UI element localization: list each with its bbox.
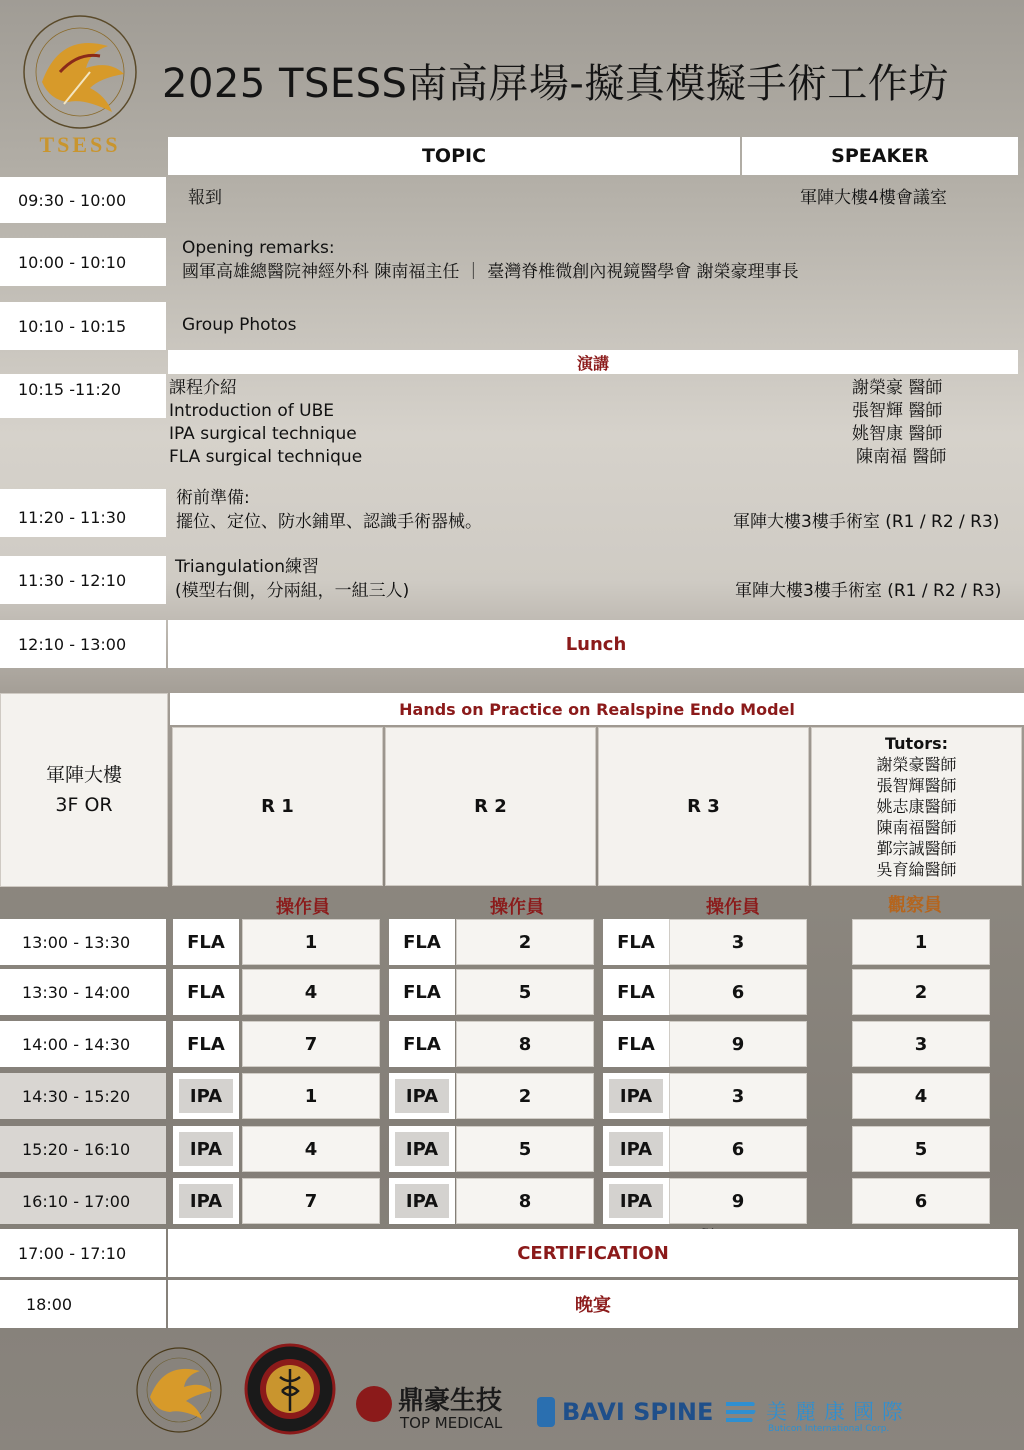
technique-tag: IPA: [389, 1178, 455, 1224]
lecture-topic: 課程介紹: [169, 378, 237, 398]
agenda-topic: Group Photos: [182, 315, 297, 335]
lunch-banner: Lunch: [168, 620, 1024, 668]
agenda-location: 軍陣大樓3樓手術室 (R1 / R2 / R3): [733, 512, 1000, 532]
technique-tag: FLA: [603, 1021, 669, 1067]
tutors-cell: [811, 727, 1022, 886]
lecture-topic: IPA surgical technique: [169, 424, 357, 444]
tutor-name: 姚志康醫師: [876, 797, 957, 816]
sponsor-top-medical-cn: 鼎豪生技: [398, 1386, 503, 1416]
technique-tag: IPA: [389, 1073, 455, 1119]
speaker-header: SPEAKER: [742, 137, 1018, 175]
agenda-topic-detail: 擺位、定位、防水鋪單、認識手術器械。: [176, 512, 482, 532]
operator-label: 操作員: [490, 897, 544, 918]
hospital-seal: [244, 1343, 336, 1435]
operator-number: 1: [242, 919, 380, 965]
observer-number: 5: [852, 1126, 990, 1172]
lecture-topic: Introduction of UBE: [169, 401, 334, 421]
buticon-mark-icon: [724, 1396, 758, 1426]
sponsor-top-medical-en: TOP MEDICAL: [400, 1414, 503, 1432]
operator-number: 6: [669, 969, 807, 1015]
tutor-name: 吳育綸醫師: [876, 860, 957, 879]
agenda-topic: Triangulation練習: [175, 557, 320, 577]
section-lectures-banner: 演講: [168, 350, 1018, 374]
bavi-spine-mark-icon: [537, 1397, 555, 1427]
location-building: 軍陣大樓: [45, 764, 122, 786]
observer-number: 4: [852, 1073, 990, 1119]
location-cell: [0, 693, 168, 887]
tutor-name: 謝榮豪醫師: [876, 755, 957, 774]
operator-number: 1: [242, 1073, 380, 1119]
tutor-name: 陳南福醫師: [876, 818, 957, 837]
operator-number: 3: [669, 1073, 807, 1119]
lecture-speaker: 謝榮豪 醫師: [852, 378, 943, 398]
operator-number: 5: [456, 969, 594, 1015]
room-r1-header: R 1: [172, 727, 383, 886]
location-floor: 3F OR: [55, 794, 113, 816]
tsess-emblem-icon: [134, 1345, 224, 1435]
technique-tag: FLA: [389, 919, 455, 965]
operator-label: 操作員: [276, 897, 330, 918]
session-time: 16:10 - 17:00: [0, 1178, 166, 1224]
technique-tag: IPA: [603, 1126, 669, 1172]
operator-number: 6: [669, 1126, 807, 1172]
agenda-topic: 報到: [188, 188, 222, 208]
lecture-speaker: 姚智康 醫師: [852, 424, 943, 444]
agenda-location: 軍陣大樓4樓會議室: [800, 188, 947, 208]
operator-number: 9: [669, 1021, 807, 1067]
svg-text:TSESS: TSESS: [39, 132, 121, 157]
operator-number: 4: [242, 969, 380, 1015]
technique-tag: FLA: [389, 969, 455, 1015]
technique-tag: IPA: [173, 1178, 239, 1224]
observer-number: 3: [852, 1021, 990, 1067]
banquet-banner: 晚宴: [168, 1280, 1018, 1328]
operator-number: 4: [242, 1126, 380, 1172]
technique-tag: FLA: [173, 919, 239, 965]
tutor-name: 鄞宗誠醫師: [876, 839, 957, 858]
agenda-location: 軍陣大樓3樓手術室 (R1 / R2 / R3): [735, 581, 1002, 601]
observer-number: 6: [852, 1178, 990, 1224]
technique-tag: FLA: [603, 969, 669, 1015]
technique-tag: IPA: [603, 1073, 669, 1119]
agenda-topic-detail: (模型右側，分兩組，一組三人): [175, 581, 410, 601]
hospital-seal-icon: [244, 1343, 336, 1435]
sponsor-buticon-cn: 美麗康國際: [766, 1400, 911, 1424]
time-slot: 10:00 - 10:10: [0, 238, 166, 286]
operator-label: 操作員: [706, 897, 760, 918]
page-title: 2025 TSESS南高屏場-擬真模擬手術工作坊: [162, 61, 949, 107]
observer-number: 1: [852, 919, 990, 965]
time-slot: 10:15 -11:20: [0, 374, 166, 418]
lecture-speaker: 張智輝 醫師: [852, 401, 943, 421]
topic-header: TOPIC: [168, 137, 740, 175]
tutor-name: 張智輝醫師: [876, 776, 957, 795]
session-time: 13:30 - 14:00: [0, 969, 166, 1015]
operator-number: 2: [456, 1073, 594, 1119]
tsess-footer-logo: [134, 1345, 224, 1435]
agenda-topic-detail: 國軍高雄總醫院神經外科 陳南福主任 ｜ 臺灣脊椎微創內視鏡醫學會 謝榮豪理事長: [182, 262, 799, 282]
observer-number: 2: [852, 969, 990, 1015]
sponsor-buticon-en: Buticon International Corp.: [768, 1424, 890, 1434]
operator-number: 3: [669, 919, 807, 965]
certification-banner: CERTIFICATION: [168, 1229, 1018, 1277]
room-r2-header: R 2: [385, 727, 596, 886]
session-time: 15:20 - 16:10: [0, 1126, 166, 1172]
technique-tag: IPA: [173, 1073, 239, 1119]
operator-number: 7: [242, 1021, 380, 1067]
session-time: 13:00 - 13:30: [0, 919, 166, 965]
time-slot: 12:10 - 13:00: [0, 620, 166, 668]
tutors-title: Tutors:: [885, 734, 948, 753]
tsess-logo: [20, 12, 140, 162]
technique-tag: FLA: [173, 1021, 239, 1067]
time-slot: 17:00 - 17:10: [0, 1229, 166, 1277]
agenda-topic: 術前準備:: [176, 488, 250, 508]
session-time: 14:30 - 15:20: [0, 1073, 166, 1119]
technique-tag: FLA: [173, 969, 239, 1015]
observer-label: 觀察員: [888, 895, 942, 916]
room-r3-header: R 3: [598, 727, 809, 886]
lecture-topic: FLA surgical technique: [169, 447, 363, 467]
time-slot: 11:20 - 11:30: [0, 489, 166, 537]
technique-tag: IPA: [603, 1178, 669, 1224]
time-slot: 09:30 - 10:00: [0, 177, 166, 223]
top-medical-mark-icon: [356, 1386, 392, 1422]
operator-number: 8: [456, 1021, 594, 1067]
technique-tag: IPA: [389, 1126, 455, 1172]
technique-tag: FLA: [389, 1021, 455, 1067]
agenda-topic: Opening remarks:: [182, 238, 335, 258]
session-time: 14:00 - 14:30: [0, 1021, 166, 1067]
operator-number: 5: [456, 1126, 594, 1172]
sponsor-bavi-spine: BAVI SPINE: [562, 1398, 714, 1426]
tsess-emblem-icon: [20, 12, 140, 162]
operator-number: 2: [456, 919, 594, 965]
lecture-speaker: 陳南福 醫師: [856, 447, 947, 467]
operator-number: 8: [456, 1178, 594, 1224]
technique-tag: IPA: [173, 1126, 239, 1172]
operator-number: 9: [669, 1178, 807, 1224]
hands-on-banner: Hands on Practice on Realspine Endo Model: [170, 693, 1024, 725]
technique-tag: FLA: [603, 919, 669, 965]
time-slot: 11:30 - 12:10: [0, 556, 166, 604]
time-slot: 10:10 - 10:15: [0, 302, 166, 350]
operator-number: 7: [242, 1178, 380, 1224]
time-slot: 18:00: [0, 1280, 166, 1328]
